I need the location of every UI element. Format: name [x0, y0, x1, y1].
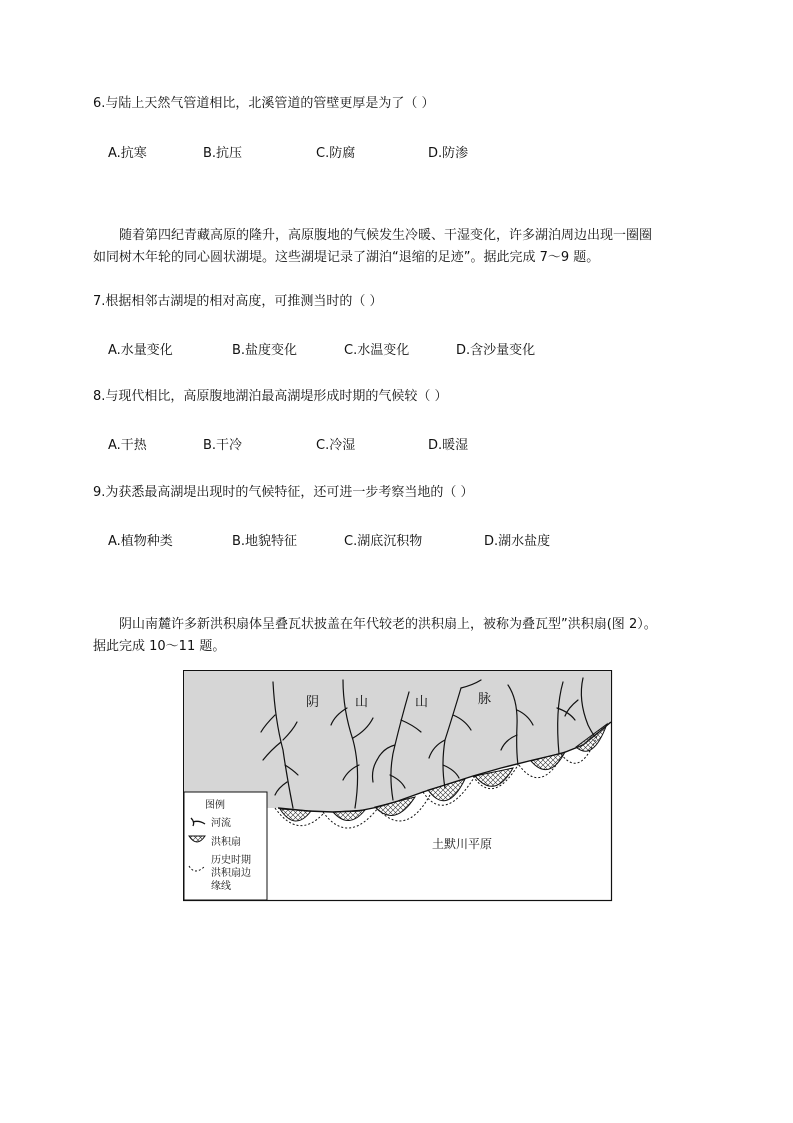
mountain-char-2: 山 — [355, 695, 369, 710]
q6-option-b[interactable]: B.抗压 — [203, 146, 243, 161]
legend-edge-label-3: 缘线 — [211, 881, 231, 892]
passage-2-line-2: 据此完成 10～11 题。 — [93, 639, 226, 654]
passage-1-line-2: 如同树木年轮的同心圆状湖堤。这些湖堤记录了湖泊“退缩的足迹”。据此完成 7～9 题。 — [93, 250, 600, 265]
q8-option-b[interactable]: B.干冷 — [203, 438, 243, 453]
passage-1 — [93, 225, 713, 269]
passage-2-line-1: 阴山南麓许多新洪积扇体呈叠瓦状披盖在年代较老的洪积扇上，被称为叠瓦型”洪积扇(图 2）。 — [119, 617, 657, 632]
q9-option-d[interactable]: D.湖水盐度 — [484, 534, 551, 549]
q6-option-c[interactable]: C.防腐 — [316, 146, 356, 161]
q7-option-b[interactable]: B.盐度变化 — [232, 343, 298, 358]
legend — [184, 792, 267, 900]
legend-edge-label-1: 历史时期 — [211, 855, 251, 866]
mountain-char-4: 脉 — [478, 692, 492, 707]
q8-option-a[interactable]: A.干热 — [108, 438, 147, 453]
q7-option-a[interactable]: A.水量变化 — [108, 343, 173, 358]
legend-edge-label-2: 洪积扇边 — [211, 868, 251, 879]
q9-option-b[interactable]: B.地貌特征 — [232, 534, 298, 549]
legend-river-label: 河流 — [211, 818, 231, 829]
q6-option-d[interactable]: D.防渗 — [428, 146, 469, 161]
mountain-char-1: 阴 — [306, 695, 320, 710]
q7-option-c[interactable]: C.水温变化 — [344, 343, 410, 358]
alluvial-fan-map — [183, 670, 613, 902]
question-8-stem: 8.与现代相比，高原腹地湖泊最高湖堤形成时期的气候较（ ） — [93, 389, 448, 404]
legend-title: 图例 — [205, 800, 225, 811]
plain-label: 土默川平原 — [432, 837, 493, 851]
passage-1-line-1: 随着第四纪青藏高原的隆升，高原腹地的气候发生冷暖、干湿变化，许多湖泊周边出现一圈圈 — [119, 228, 653, 243]
question-6-stem: 6.与陆上天然气管道相比，北溪管道的管壁更厚是为了（ ） — [93, 96, 435, 111]
question-7-stem: 7.根据相邻古湖堤的相对高度，可推测当时的（ ） — [93, 294, 383, 309]
q8-option-c[interactable]: C.冷湿 — [316, 438, 356, 453]
mountain-char-3: 山 — [415, 695, 429, 710]
q8-option-d[interactable]: D.暖湿 — [428, 438, 469, 453]
passage-2 — [93, 614, 713, 658]
q6-option-a[interactable]: A.抗寒 — [108, 146, 147, 161]
q9-option-c[interactable]: C.湖底沉积物 — [344, 534, 423, 549]
legend-fan-label: 洪积扇 — [211, 837, 241, 848]
q9-option-a[interactable]: A.植物种类 — [108, 534, 173, 549]
question-9-stem: 9.为获悉最高湖堤出现时的气候特征，还可进一步考察当地的（ ） — [93, 485, 474, 500]
q7-option-d[interactable]: D.含沙量变化 — [456, 343, 536, 358]
